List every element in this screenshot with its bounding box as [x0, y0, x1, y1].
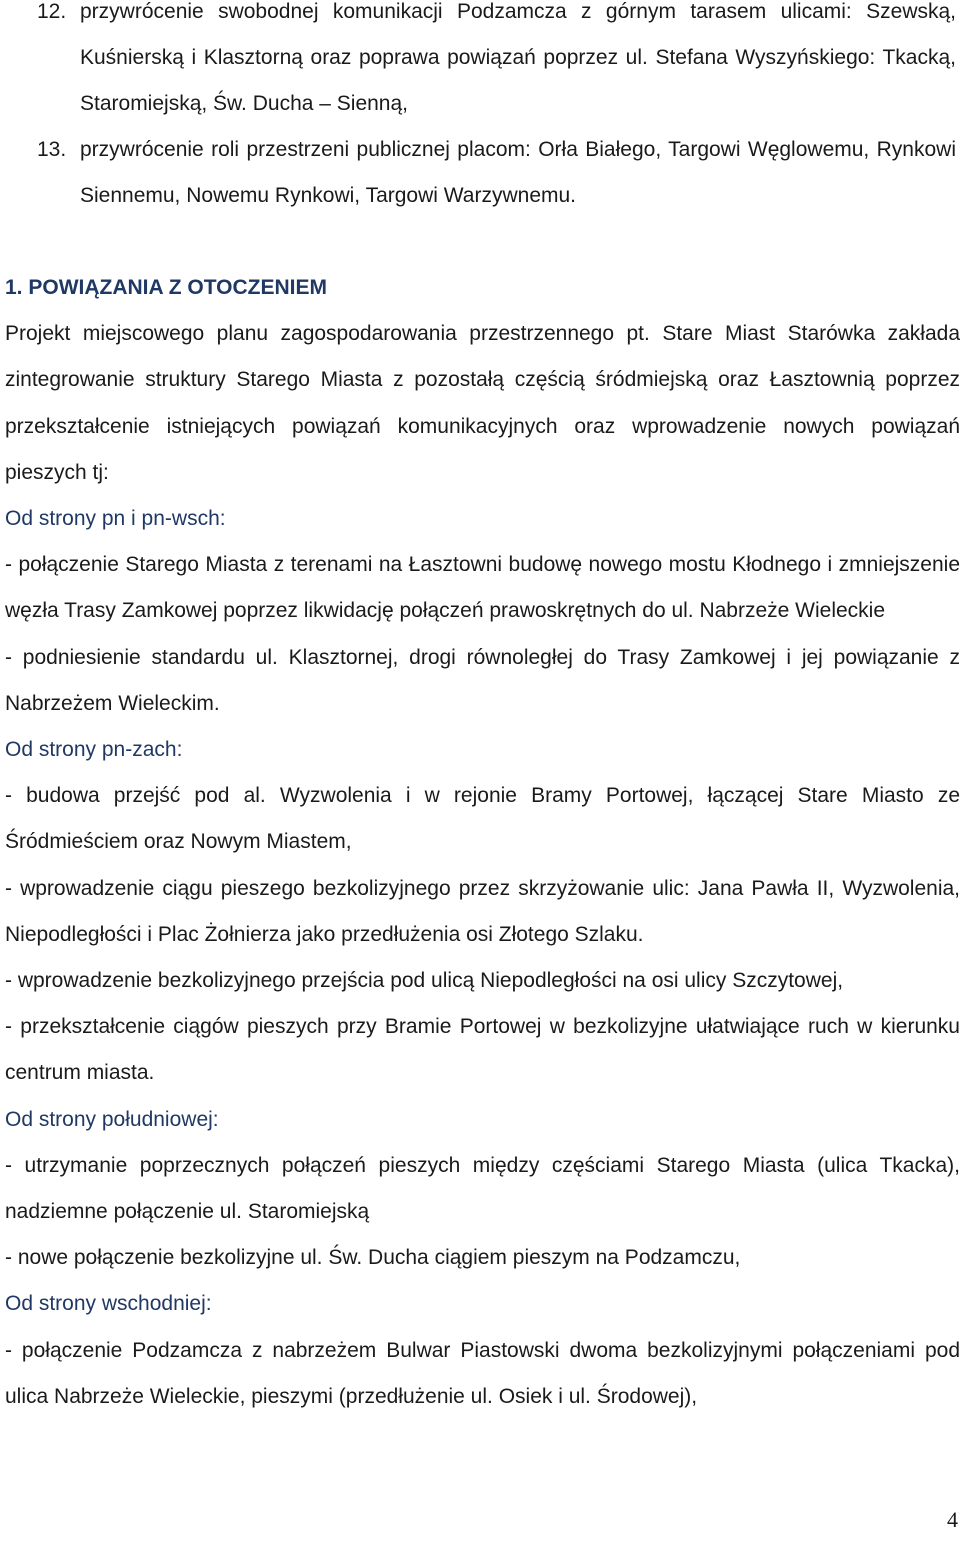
bullet-paragraph: - budowa przejść pod al. Wyzwolenia i w rejonie Bramy Portowej, łączącej Stare Miasto ze Śródmieściem oraz Nowym Miastem,	[5, 784, 960, 854]
bullet-paragraph: - nowe połączenie bezkolizyjne ul. Św. Ducha ciągiem pieszym na Podzamczu,	[5, 1246, 741, 1270]
list-item-text: przywrócenie roli przestrzeni publicznej placom: Orła Białego, Targowi Węglowemu, Rynkowi Siennemu, Nowemu Rynkowi, Targowi Warzywnemu.	[80, 138, 956, 207]
list-item-text: przywrócenie swobodnej komunikacji Podzamcza z górnym tarasem ulicami: Szewską, Kuśnierską i Klasztorną oraz poprawa powiązań poprzez ul. Stefana Wyszyńskiego: Tkacką, Staromiejską, Św. Ducha – Sienną,	[80, 0, 956, 115]
group-title: Od strony południowej:	[5, 1107, 219, 1131]
numbered-list	[0, 0, 960, 219]
bullet-paragraph: - wprowadzenie ciągu pieszego bezkolizyjnego przez skrzyżowanie ulic: Jana Pawła II, Wyzwolenia, Niepodległości i Plac Żołnierza jako przedłużenia osi Złotego Szlaku.	[5, 876, 960, 946]
bullet-paragraph: - podniesienie standardu ul. Klasztornej, drogi równoległej do Trasy Zamkowej i jej powiązanie z Nabrzeżem Wieleckim.	[5, 645, 960, 715]
list-item	[0, 127, 960, 219]
group-title: Od strony pn i pn-wsch:	[5, 507, 226, 531]
bullet-paragraph: - wprowadzenie bezkolizyjnego przejścia pod ulicą Niepodległości na osi ulicy Szczytowej,	[5, 969, 844, 993]
section-body	[5, 265, 960, 1420]
bullet-paragraph: - połączenie Starego Miasta z terenami na Łasztowni budowę nowego mostu Kłodnego i zmniejszenie węzła Trasy Zamkowej poprzez likwidację połączeń prawoskrętnych do ul. Nabrzeże Wieleckie	[5, 553, 960, 623]
list-item-number: 13.	[37, 138, 67, 161]
bullet-paragraph: - utrzymanie poprzecznych połączeń pieszych między częściami Starego Miasta (ulica Tkacka), nadziemne połączenie ul. Staromiejską	[5, 1153, 960, 1224]
bullet-paragraph: - połączenie Podzamcza z nabrzeżem Bulwar Piastowski dwoma bezkolizyjnymi połączeniami pod ulica Nabrzeże Wieleckie, pieszymi (przedłużenie ul. Osiek i ul. Środowej),	[5, 1338, 960, 1408]
page-number: 4	[947, 1507, 958, 1532]
bullet-paragraph: - przekształcenie ciągów pieszych przy Bramie Portowej w bezkolizyjne ułatwiające ruch w kierunku centrum miasta.	[5, 1015, 960, 1085]
group-title: Od strony wschodniej:	[5, 1292, 212, 1316]
list-item	[0, 0, 960, 127]
section-heading: 1. POWIĄZANIA Z OTOCZENIEM	[5, 276, 328, 299]
list-item-number: 12.	[37, 0, 67, 23]
intro-paragraph: Projekt miejscowego planu zagospodarowania przestrzennego pt. Stare Miast Starówka zakłada zintegrowanie struktury Starego Miasta z pozostałą częścią śródmiejską oraz Łasztownią poprzez przekształcenie istniejących powiązań komunikacyjnych oraz wprowadzenie nowych powiązań pieszych tj:	[5, 322, 960, 484]
group-title: Od strony pn-zach:	[5, 738, 183, 762]
